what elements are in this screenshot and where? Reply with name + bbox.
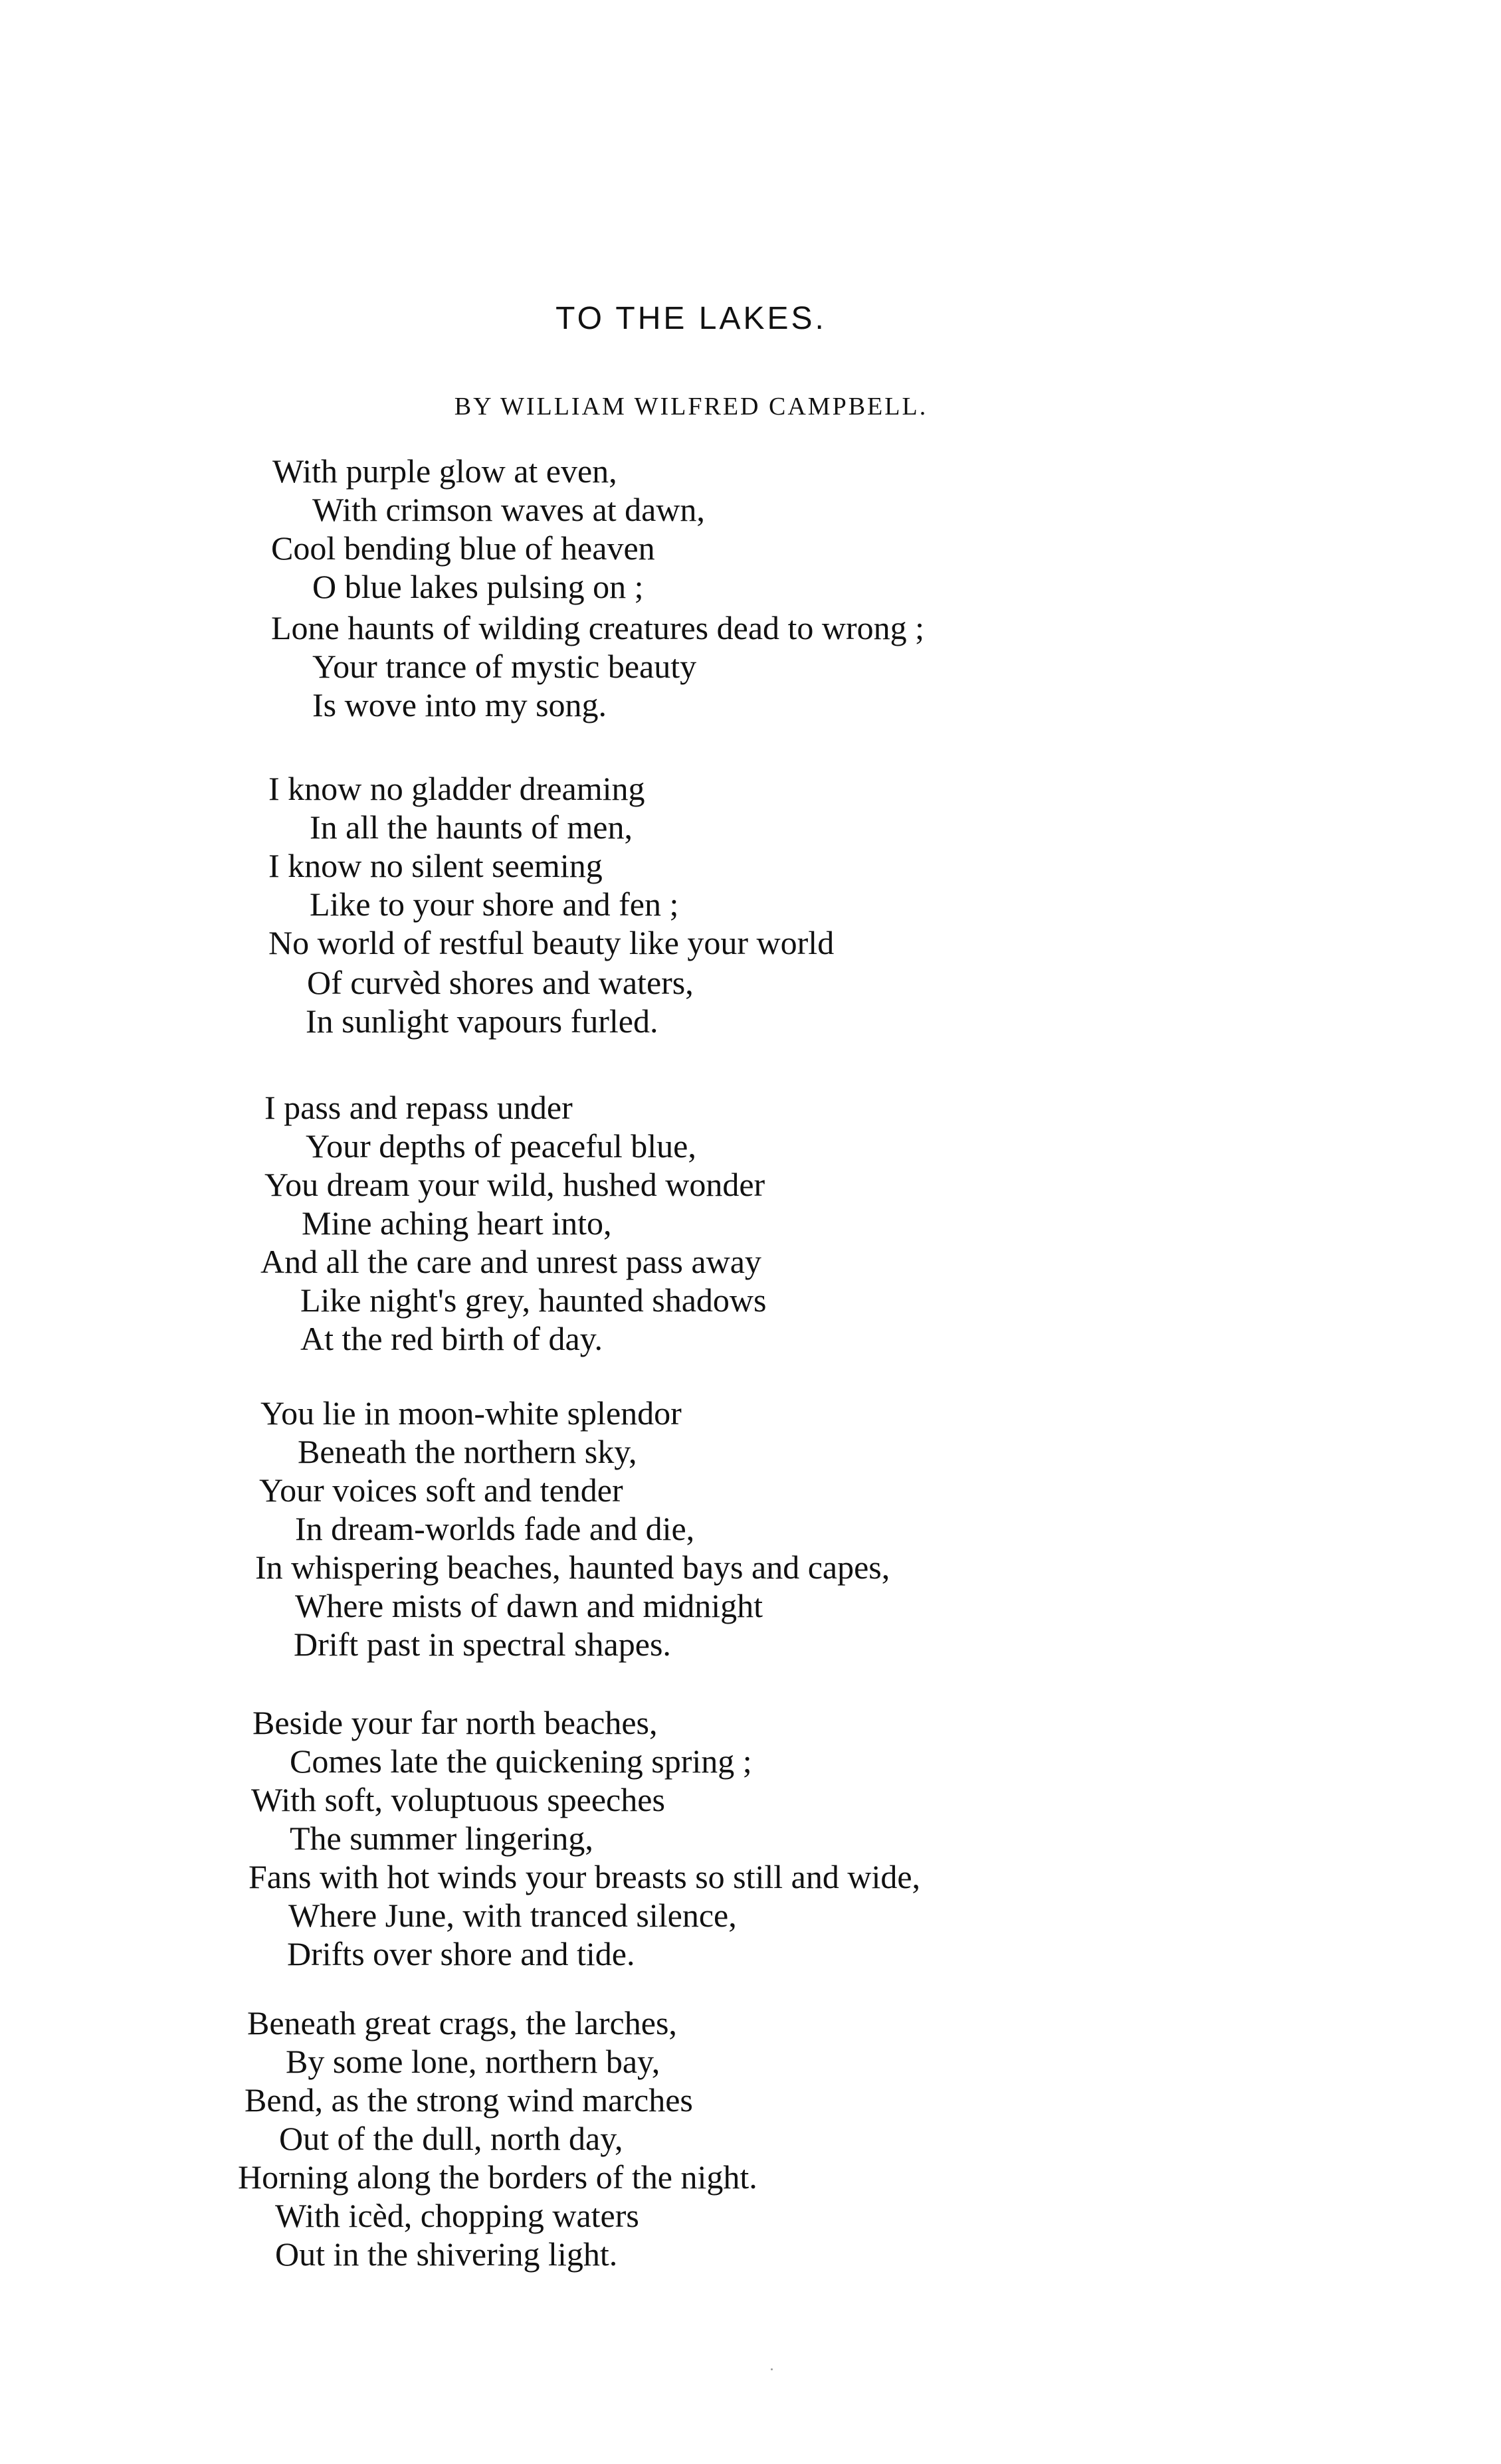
poem-line: In dream-worlds fade and die,	[295, 1510, 695, 1547]
poem-line: Fans with hot winds your breasts so still and wide,	[249, 1858, 921, 1895]
poem-line: Like to your shore and fen ;	[310, 886, 679, 923]
poem-line: The summer lingering,	[290, 1820, 593, 1857]
poem-line: Beneath great crags, the larches,	[247, 2004, 677, 2041]
poem-line: I know no gladder dreaming	[268, 770, 645, 807]
poem-line: With icèd, chopping waters	[275, 2197, 639, 2234]
poem-byline: BY WILLIAM WILFRED CAMPBELL.	[454, 393, 928, 421]
poem-line: Lone haunts of wilding creatures dead to wrong ;	[271, 609, 925, 646]
poem-line: Where mists of dawn and midnight	[295, 1587, 763, 1624]
poem-line: Out of the dull, north day,	[279, 2120, 623, 2157]
poem-line: Drift past in spectral shapes.	[294, 1626, 671, 1663]
poem-line: No world of restful beauty like your world	[268, 924, 835, 961]
poem-line: In all the haunts of men,	[310, 808, 633, 846]
poem-line: I know no silent seeming	[268, 847, 603, 884]
poem-line: Where June, with tranced silence,	[288, 1897, 737, 1934]
poem-line: Like night's grey, haunted shadows	[300, 1281, 767, 1319]
poem-line: Horning along the borders of the night.	[238, 2158, 757, 2196]
poem-line: Your voices soft and tender	[259, 1471, 623, 1509]
poem-title: TO THE LAKES.	[555, 301, 827, 336]
poem-line: And all the care and unrest pass away	[260, 1243, 761, 1280]
poem-line: Beside your far north beaches,	[252, 1704, 658, 1741]
poem-line: Bend, as the strong wind marches	[245, 2081, 693, 2119]
poem-line: At the red birth of day.	[300, 1320, 603, 1357]
poem-line: Comes late the quickening spring ;	[290, 1743, 752, 1780]
poem-line: Mine aching heart into,	[302, 1204, 612, 1242]
poem-line: Drifts over shore and tide.	[287, 1935, 635, 1972]
poem-line: O blue lakes pulsing on ;	[312, 568, 644, 605]
poem-line: Your trance of mystic beauty	[312, 648, 697, 685]
scan-speck	[771, 2368, 773, 2370]
poem-line: By some lone, northern bay,	[286, 2043, 660, 2080]
poem-line: With purple glow at even,	[272, 452, 617, 490]
poem-line: Beneath the northern sky,	[298, 1433, 637, 1470]
poem-line: In whispering beaches, haunted bays and capes,	[255, 1549, 890, 1586]
poem-line: You lie in moon-white splendor	[260, 1394, 682, 1432]
poem-line: You dream your wild, hushed wonder	[264, 1166, 765, 1203]
poem-line: Out in the shivering light.	[275, 2235, 618, 2273]
poem-line: Cool bending blue of heaven	[271, 529, 655, 567]
poem-line: Your depths of peaceful blue,	[306, 1127, 696, 1165]
poem-line: Of curvèd shores and waters,	[307, 964, 694, 1001]
poem-line: In sunlight vapours furled.	[306, 1002, 658, 1040]
poem-line: Is wove into my song.	[312, 686, 607, 723]
poem-line: With soft, voluptuous speeches	[251, 1781, 665, 1818]
poem-line: I pass and repass under	[264, 1089, 573, 1126]
poem-line: With crimson waves at dawn,	[312, 491, 705, 528]
